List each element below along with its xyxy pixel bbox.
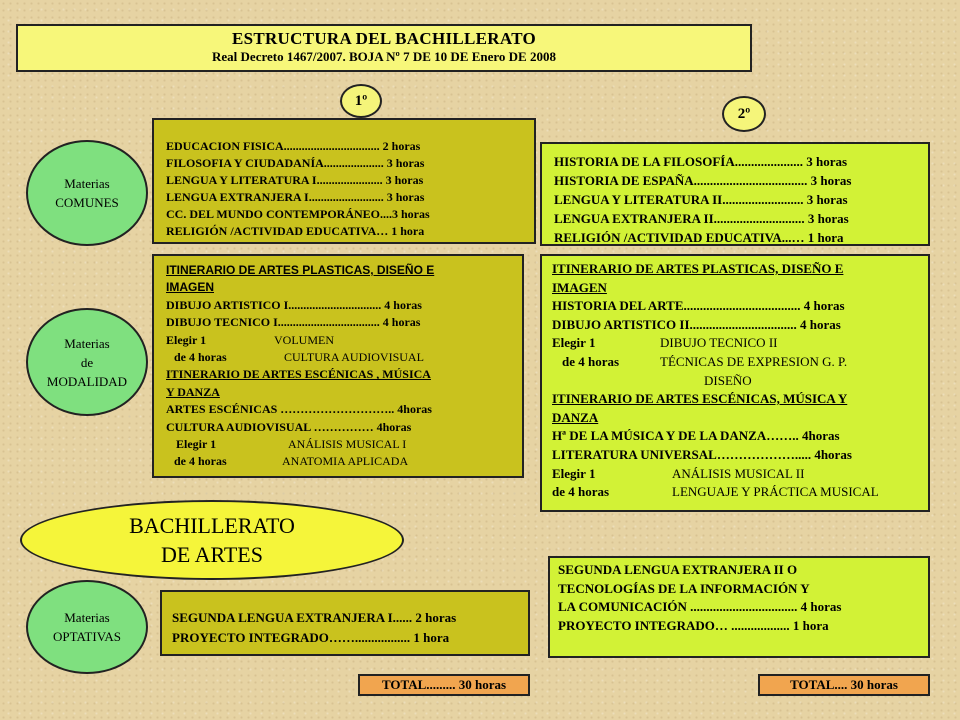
optativas-1-box [160,590,530,656]
itinerary-title: IMAGEN [552,279,607,295]
elegir-label: Elegir 1 [166,332,207,347]
modalidad-2-box [540,254,930,512]
subject-line: RELIGIÓN /ACTIVIDAD EDUCATIVA… 1 hora [166,224,425,238]
subject-line: FILOSOFIA Y CIUDADANÍA.................... 3 horas [166,156,425,170]
header-box [16,24,752,72]
elegir-label: Elegir 1 [176,437,217,452]
subject-line: HISTORIA DE ESPAÑA................................... 3 horas [554,173,852,188]
subject-line: ARTES ESCÉNICAS ……………………….. 4horas [166,402,432,417]
hours-label: de 4 horas [174,454,227,469]
category-comunes-line: COMUNES [55,195,119,210]
option-label: VOLUMEN [274,332,334,347]
option-label: CULTURA AUDIOVISUAL [284,350,424,365]
category-comunes-line: Materias [64,176,110,191]
itinerary-title: ITINERARIO DE ARTES ESCÉNICAS, MÚSICA Y [552,391,848,407]
itinerary-title: ITINERARIO DE ARTES ESCÉNICAS , MÚSICA [166,367,431,382]
category-modalidad [26,308,148,416]
itinerary-title: DANZA [552,409,599,425]
category-modalidad-line: de [80,354,94,370]
total-2-box [758,674,930,696]
itinerary-title: IMAGEN [166,280,214,295]
category-modalidad-line: MODALIDAD [46,373,128,389]
subject-line: RELIGIÓN /ACTIVIDAD EDUCATIVA...… 1 hora [554,230,844,245]
category-comunes [26,140,148,246]
center-label-line: DE ARTES [161,542,263,567]
hours-label: de 4 horas [562,353,620,369]
option-label: LENGUAJE Y PRÁCTICA MUSICAL [672,484,879,500]
category-optativas [26,580,148,674]
subject-line: LITERATURA UNIVERSAL………………..... 4horas [552,446,852,462]
subject-line: SEGUNDA LENGUA EXTRANJERA I...... 2 horas [172,610,457,625]
subject-line: LENGUA EXTRANJERA I......................... 3 horas [166,190,425,204]
total-1-box [358,674,530,696]
year-1-label: 1º [354,92,368,109]
option-label: DISEÑO [704,372,752,388]
option-label: ANÁLISIS MUSICAL I [288,437,407,452]
elegir-label: Elegir 1 [552,465,596,481]
page-title: ESTRUCTURA DEL BACHILLERATO [231,29,537,48]
subject-line: EDUCACION FISICA................................ 2 horas [166,139,421,153]
category-optativas-line: OPTATIVAS [52,629,122,644]
option-label: DIBUJO TECNICO II [660,335,778,351]
subject-line: LENGUA Y LITERATURA II......................... 3 horas [554,192,848,207]
option-label: ANÁLISIS MUSICAL II [672,465,805,481]
option-label: ANATOMIA APLICADA [282,454,409,469]
center-label-line: BACHILLERATO [129,513,295,538]
total-1-label: TOTAL......... 30 horas [381,677,507,692]
category-optativas-line: Materias [64,610,110,625]
subject-line: SEGUNDA LENGUA EXTRANJERA II O [558,562,798,577]
bachillerato-artes-label [20,500,404,580]
subject-line: PROYECTO INTEGRADO……................. 1 hora [172,630,450,645]
optativas-2-box [548,556,930,658]
subject-line: CULTURA AUDIOVISUAL …………… 4horas [166,419,412,434]
subject-line: CC. DEL MUNDO CONTEMPORÁNEO....3 horas [166,207,430,221]
subject-line: DIBUJO TECNICO I.................................. 4 horas [166,315,421,330]
itinerary-title: Y DANZA [166,384,220,399]
subject-line: TECNOLOGÍAS DE LA INFORMACIÓN Y [558,580,810,596]
year-1-circle [340,84,382,118]
year-2-label: 2º [737,105,751,122]
page-subtitle: Real Decreto 1467/2007. BOJA Nº 7 DE 10 DE Enero DE 2008 [212,49,556,64]
subject-line: DIBUJO ARTISTICO I............................... 4 horas [166,297,422,312]
total-2-label: TOTAL.... 30 horas [790,677,898,692]
subject-line: HISTORIA DE LA FILOSOFÍA..................... 3 horas [554,154,848,169]
option-label: TÉCNICAS DE EXPRESION G. P. [660,353,848,369]
hours-label: de 4 horas [552,484,610,500]
itinerary-title: ITINERARIO DE ARTES PLASTICAS, DISEÑO E [166,263,435,277]
category-modalidad-line: Materias [64,335,110,351]
comunes-2-box [540,142,930,246]
subject-line: HISTORIA DEL ARTE.................................... 4 horas [552,298,845,314]
subject-line: DIBUJO ARTISTICO II................................. 4 horas [552,316,841,332]
year-2-circle [722,96,766,132]
hours-label: de 4 horas [174,350,227,365]
subject-line: LENGUA Y LITERATURA I...................... 3 horas [166,173,424,187]
comunes-1-box [152,118,536,244]
subject-line: LENGUA EXTRANJERA II............................ 3 horas [554,211,849,226]
subject-line: Hª DE LA MÚSICA Y DE LA DANZA…….. 4horas [552,428,840,444]
elegir-label: Elegir 1 [552,335,596,351]
subject-line: PROYECTO INTEGRADO… .................. 1 hora [558,617,829,633]
itinerary-title: ITINERARIO DE ARTES PLASTICAS, DISEÑO E [552,261,844,276]
subject-line: LA COMUNICACIÓN ................................. 4 horas [558,599,842,615]
modalidad-1-box [152,254,524,478]
